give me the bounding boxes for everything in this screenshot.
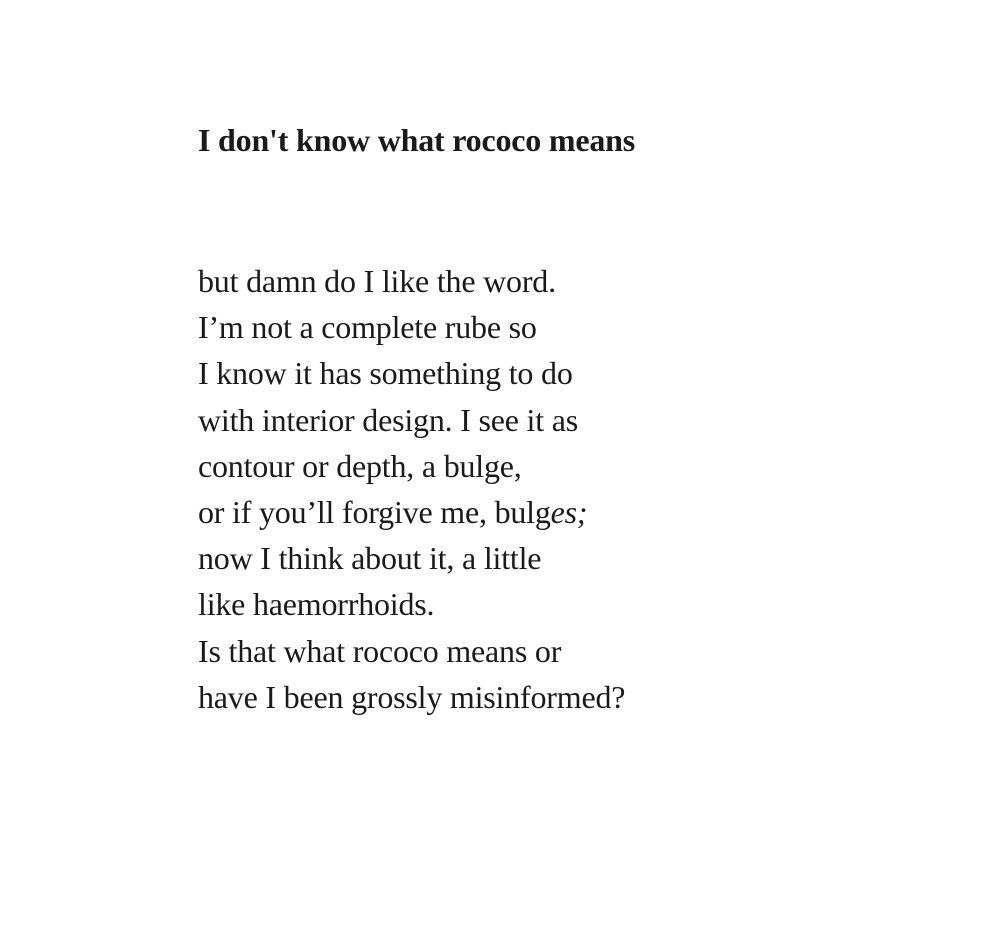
poem-line-text: or if you’ll forgive me, bulg <box>198 494 551 531</box>
poem-page <box>198 118 898 720</box>
poem-line <box>198 489 898 535</box>
poem-line: contour or depth, a bulge, <box>198 447 522 484</box>
poem-line: I’m not a complete rube so <box>198 309 537 346</box>
poem-line: with interior design. I see it as <box>198 401 578 438</box>
poem-line: have I been grossly misinformed? <box>198 678 626 715</box>
poem-line-italic-suffix: es; <box>550 494 588 531</box>
poem-line: now I think about it, a little <box>198 540 542 577</box>
poem-title: I don't know what rococo means <box>198 122 636 158</box>
poem-body <box>198 258 898 720</box>
poem-line: Is that what rococo means or <box>198 632 562 669</box>
poem-line: like haemorrhoids. <box>198 586 435 623</box>
poem-line: I know it has something to do <box>198 355 573 392</box>
poem-line: but damn do I like the word. <box>198 263 556 299</box>
